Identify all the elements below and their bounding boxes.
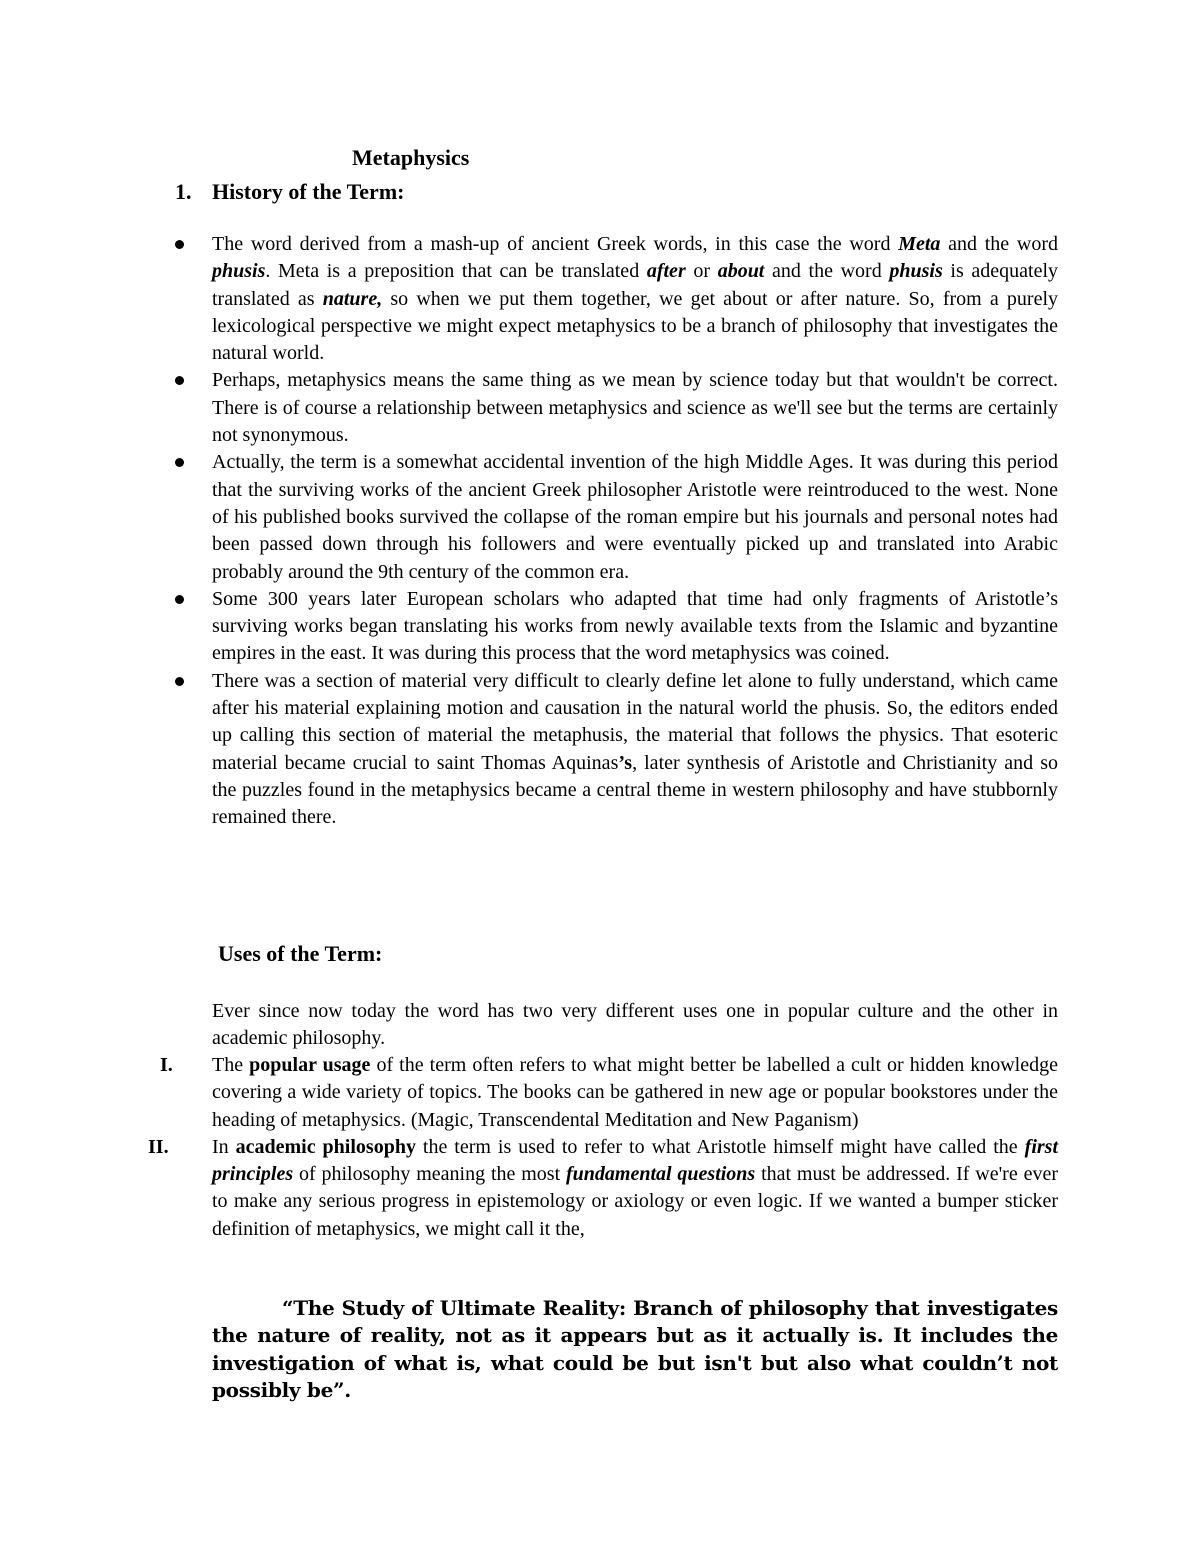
uses-roman-list [0, 1052, 1200, 1243]
roman-item [148, 1134, 1058, 1243]
roman-item [160, 1052, 1058, 1134]
history-bullet-list [0, 231, 1200, 832]
bullet-item [212, 231, 1058, 367]
bullet-icon [175, 376, 184, 385]
bullet-icon [175, 458, 184, 467]
definition-quote: “The Study of Ultimate Reality: Branch of philosophy that investigates the nature of reality, not as it appears but as it actually is. It includes the investigation of what is, what could be but isn't but also what couldn’t not possibly be”. [212, 1296, 1058, 1402]
section-heading-uses: Uses of the Term: [218, 941, 383, 966]
bullet-icon [175, 240, 184, 249]
bullet-icon [175, 677, 184, 686]
bullet-item [212, 668, 1058, 832]
section-heading-text: History of the Term: [212, 179, 405, 204]
bullet-item [212, 586, 1058, 668]
roman-numeral: I. [160, 1054, 173, 1076]
document-title: Metaphysics [352, 145, 470, 170]
section-number: 1. [175, 179, 192, 204]
uses-intro-paragraph: Ever since now today the word has two very different uses one in popular culture and the other in academic philosophy. [212, 1000, 1058, 1050]
bullet-text: Perhaps, metaphysics means the same thing as we mean by science today but that wouldn't be correct. There is of course a relationship between metaphysics and science as we'll see but the terms are certainly not synonymous. [212, 369, 1058, 447]
roman-item-text: In academic philosophy the term is used to refer to what Aristotle himself might have called the first principles of philosophy meaning the most fundamental questions that must be addressed. If we're ever to make any serious progress in epistemology or axiology or even logic. If we wanted a bumper sticker definition of metaphysics, we might call it the, [212, 1135, 1058, 1240]
bullet-text: Some 300 years later European scholars who adapted that time had only fragments of Aristotle’s surviving works began translating his works from newly available texts from the Islamic and byzantine empires in the east. It was during this process that the word metaphysics was coined. [212, 587, 1058, 665]
bullet-text: The word derived from a mash-up of ancient Greek words, in this case the word Meta and the word phusis. Meta is a preposition that can be translated after or about and the word phusis is adequately translated as nature, so when we put them together, we get about or after nature. So, from a purely lexicological perspective we might expect metaphysics to be a branch of philosophy that investigates the natural world. [212, 233, 1059, 365]
bullet-text: There was a section of material very difficult to clearly define let alone to fully understand, which came after his material explaining motion and causation in the natural world the phusis. So, the editors ended up calling this section of material the metaphusis, the material that follows the physics. That esoteric material became crucial to saint Thomas Aquinas’s, later synthesis of Aristotle and Christianity and so the puzzles found in the metaphysics became a central theme in western philosophy and have stubbornly remained there. [212, 669, 1058, 829]
roman-numeral: II. [148, 1135, 169, 1158]
bullet-item [212, 367, 1058, 449]
roman-item-text: The popular usage of the term often refers to what might better be labelled a cult or hidden knowledge covering a wide variety of topics. The books can be gathered in new age or popular bookstores under the heading of metaphysics. (Magic, Transcendental Meditation and New Paganism) [212, 1054, 1058, 1131]
bullet-text: Actually, the term is a somewhat accidental invention of the high Middle Ages. It was during this period that the surviving works of the ancient Greek philosopher Aristotle were reintroduced to the west. None of his published books survived the collapse of the roman empire but his journals and personal notes had been passed down through his followers and were eventually picked up and translated into Arabic probably around the 9th century of the common era. [212, 451, 1058, 583]
section-heading-history [175, 179, 404, 205]
bullet-icon [175, 595, 184, 604]
bullet-item [212, 449, 1058, 585]
